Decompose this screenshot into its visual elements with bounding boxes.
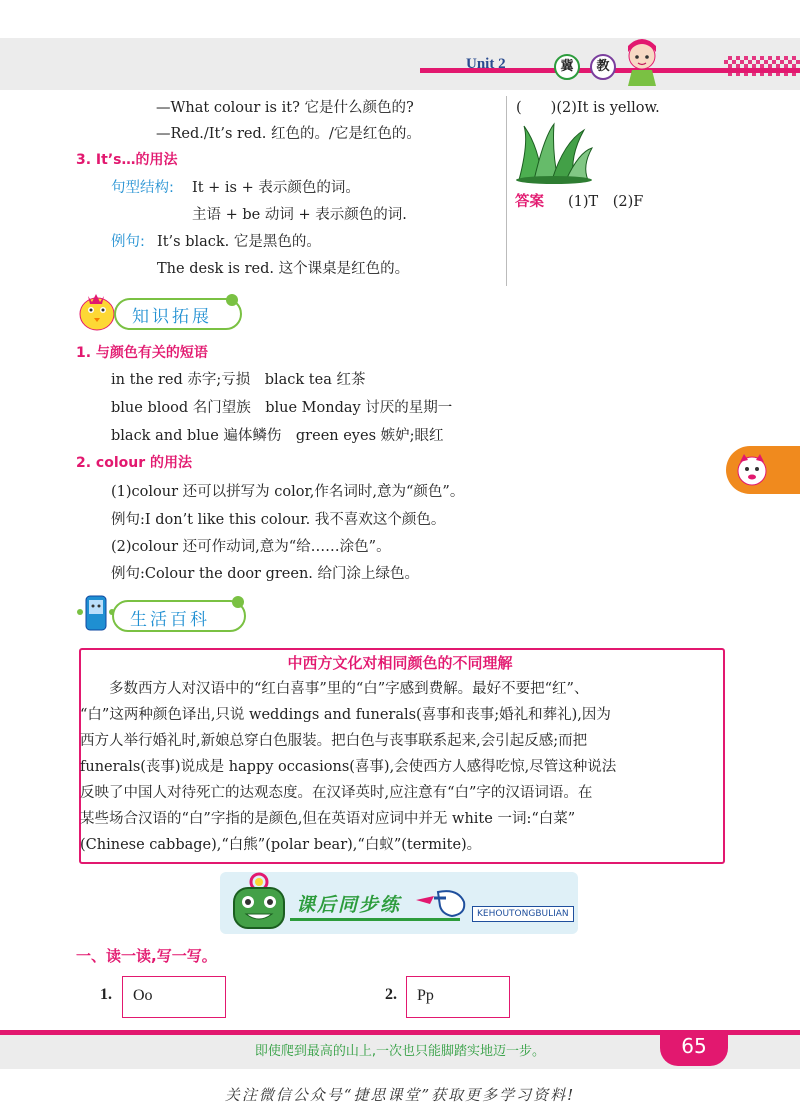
dialog-answer: —Red./It’s red. 红色的。/它是红色的。 [156, 126, 421, 142]
unit-label: Unit 2 [466, 56, 506, 72]
usage-line-3: (2)colour 还可作动词,意为“给……涂色”。 [111, 539, 391, 555]
phrase-line-2: blue blood 名门望族 blue Monday 讨厌的星期一 [111, 400, 453, 416]
question-line: ( )(2)It is yellow. [516, 100, 660, 116]
life-banner-label: 生活百科 [130, 610, 210, 630]
phrases-heading: 1. 与颜色有关的短语 [76, 345, 208, 361]
promo-text: 关注微信公众号“捷思课堂”获取更多学习资料! [224, 1086, 576, 1104]
culture-line-4: funerals(丧事)说成是 happy occasions(喜事),会使西方人感得吃惊,尽管这种说法 [80, 759, 617, 775]
phone-mascot-icon [76, 592, 116, 636]
culture-line-3: 西方人举行婚礼时,新娘总穿白色服装。把白色与丧事联系起来,会引起反感;而把 [80, 733, 588, 749]
pattern-line-2: 主语 + be 动词 + 表示颜色的词. [192, 207, 407, 223]
culture-line-7: (Chinese cabbage),“白熊”(polar bear),“白蚁”(termite)。 [80, 837, 482, 853]
item-2-box[interactable] [406, 976, 510, 1018]
checker-decoration [724, 56, 800, 76]
usage-line-2: 例句:I don’t like this colour. 我不喜欢这个颜色。 [111, 512, 446, 528]
culture-line-5: 反映了中国人对待死亡的达观态度。在汉译英时,应注意有“白”字的汉语词语。在 [80, 785, 593, 801]
usage-line-1: (1)colour 还可以拼写为 color,作名词时,意为“颜色”。 [111, 484, 465, 500]
column-divider [506, 96, 507, 286]
edition-badge-ji: 冀 [554, 54, 580, 80]
example-2: The desk is red. 这个课桌是红色的。 [157, 261, 410, 277]
heading-its-usage: 3. It’s…的用法 [76, 152, 178, 168]
item-2-text: Pp [417, 987, 434, 1004]
chick-mascot-icon [76, 288, 118, 334]
knowledge-banner-label: 知识拓展 [132, 307, 212, 327]
pointing-hand-icon [412, 884, 472, 920]
item-1-text: Oo [133, 987, 153, 1004]
usage-line-4: 例句:Colour the door green. 给门涂上绿色。 [111, 566, 420, 582]
item-1-number: 1. [100, 986, 112, 1003]
cat-mascot-icon [734, 452, 770, 488]
answer-text: (1)T (2)F [568, 194, 644, 210]
pattern-line-1: It + is + 表示颜色的词。 [192, 180, 360, 196]
phrase-line-1: in the red 赤字;亏损 black tea 红茶 [111, 372, 366, 388]
pattern-label: 句型结构: [111, 180, 174, 196]
footer-motto: 即使爬到最高的山上,一次也只能脚踏实地迈一步。 [254, 1044, 546, 1059]
item-1-box[interactable] [122, 976, 226, 1018]
item-2-number: 2. [385, 986, 397, 1003]
culture-line-2: “白”这两种颜色译出,只说 weddings and funerals(喜事和丧事;婚礼和葬礼),因为 [80, 707, 611, 723]
page-number: 65 [681, 1034, 707, 1058]
banner-dot-2 [232, 596, 244, 608]
banner-dot [226, 294, 238, 306]
edition-badge-jiao: 教 [590, 54, 616, 80]
culture-line-6: 某些场合汉语的“白”字指的是颜色,但在英语对应词中并无 white 一词:“白菜” [80, 811, 576, 827]
practice-section-heading: 一、读一读,写一写。 [76, 947, 217, 965]
culture-line-1: 多数西方人对汉语中的“红白喜事”里的“白”字感到费解。最好不要把“红”、 [80, 681, 589, 697]
girl-mascot-icon [620, 36, 666, 88]
header-band [0, 38, 800, 90]
answer-label: 答案 [515, 194, 544, 210]
grass-icon [514, 122, 594, 184]
green-monster-icon [226, 866, 292, 934]
practice-banner-label: 课后同步练 [296, 894, 402, 916]
example-label: 例句: [111, 234, 145, 250]
culture-box-title: 中西方文化对相同颜色的不同理解 [287, 654, 513, 672]
dialog-question: —What colour is it? 它是什么颜色的? [156, 100, 414, 116]
example-1: It’s black. 它是黑色的。 [157, 234, 321, 250]
practice-banner-pinyin: KEHOUTONGBULIAN [472, 906, 574, 922]
colour-usage-heading: 2. colour 的用法 [76, 455, 193, 471]
phrase-line-3: black and blue 遍体鳞伤 green eyes 嫉妒;眼红 [111, 428, 444, 444]
